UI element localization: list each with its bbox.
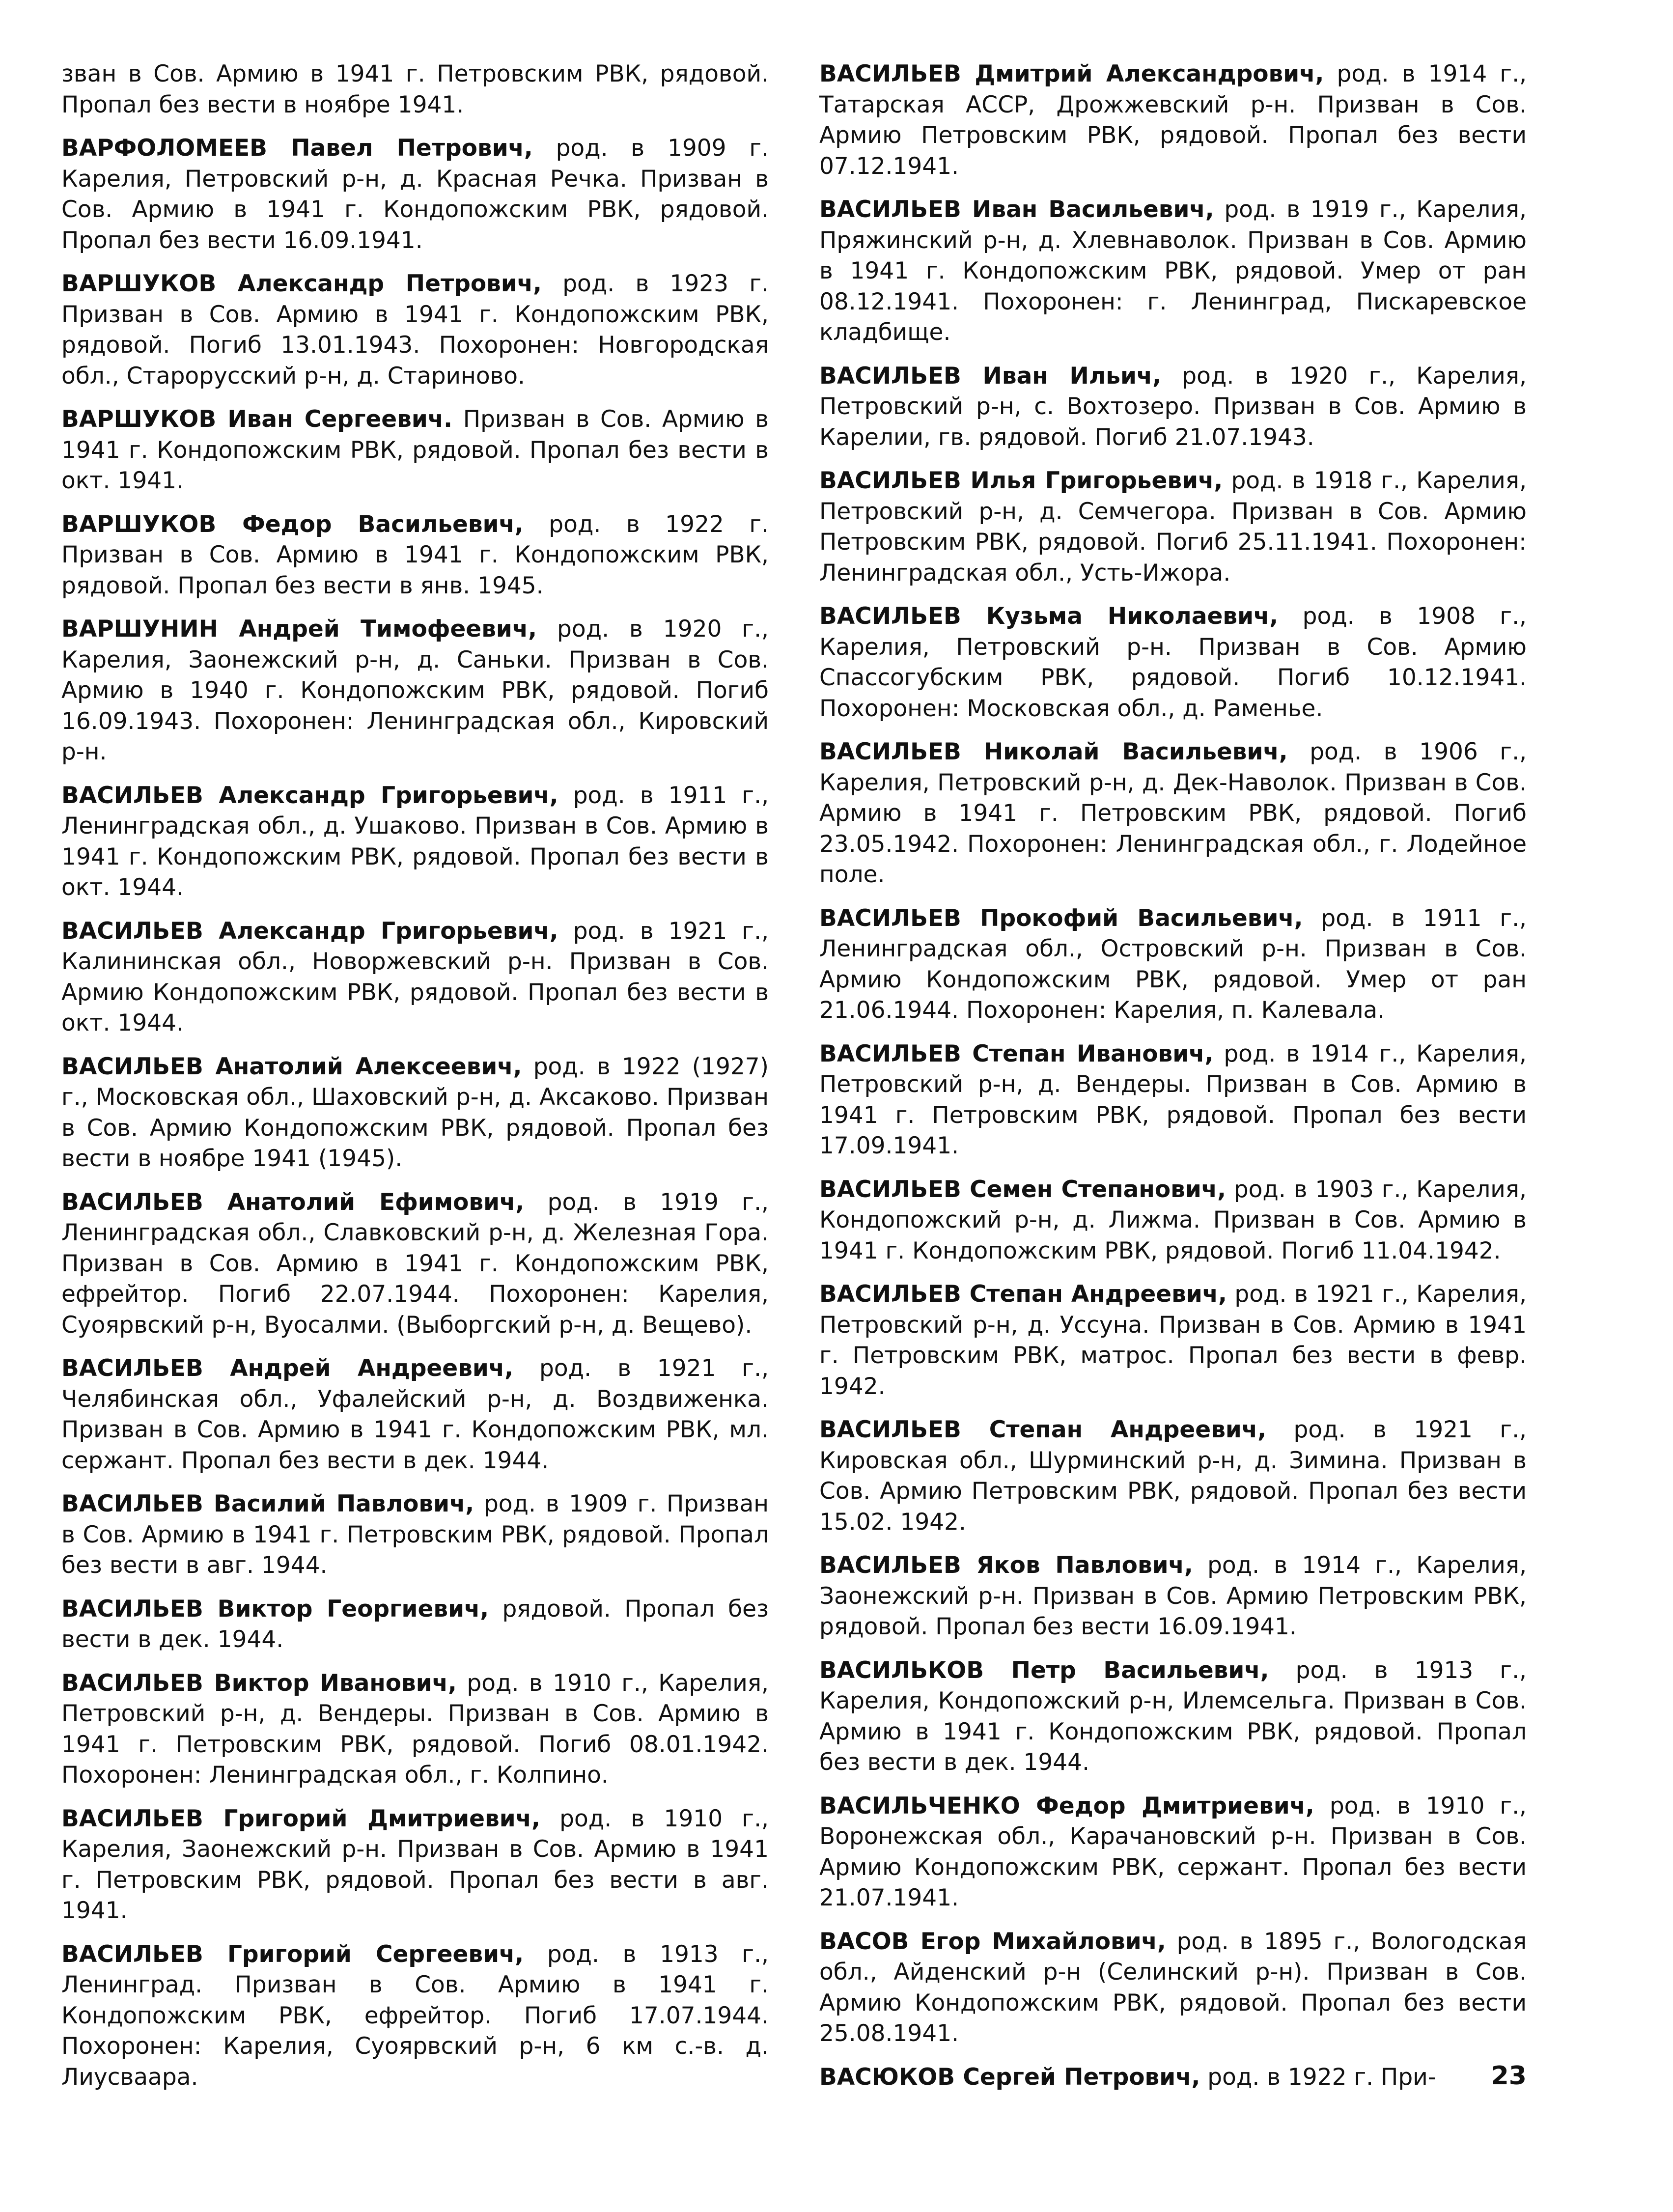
entry-text: род. в 1922 (1927) г., Московская обл., Шаховский р-н, д. Аксаково. Призван в Сов. Армию Кондопожским РВК, рядовой. Пропал без вести в ноябре 1941 (1945).	[61, 1053, 769, 1172]
entry-text: род. в 1922 г. При-	[1200, 2063, 1436, 2091]
right-column	[819, 59, 1527, 2105]
entry-text: род. в 1908 г., Карелия, Петровский р-н. Призван в Сов. Армию Спассогубским РВК, рядовой. Погиб 10.12.1941. Похоронен: Московская обл., д. Раменье.	[819, 603, 1527, 722]
entry-text: род. в 1895 г., Вологодская обл., Айденский р-н (Селинский р-н). Призван в Сов. Армию Кондопожским РВК, рядовой. Пропал без вести 25.08.1941.	[819, 1928, 1527, 2047]
entry-text: род. в 1921 г., Карелия, Петровский р-н, д. Уссуна. Призван в Сов. Армию в 1941 г. Петровским РВК, матрос. Пропал без вести в февр. 1942.	[819, 1281, 1527, 1400]
entry-text: род. в 1914 г., Карелия, Петровский р-н, д. Вендеры. Призван в Сов. Армию в 1941 г. Петровским РВК, рядовой. Пропал без вести 17.09.1941.	[819, 1040, 1527, 1159]
entry-text: род. в 1903 г., Карелия, Кондопожский р-н, д. Лижма. Призван в Сов. Армию в 1941 г. Кондопожским РВК, рядовой. Погиб 11.04.1942.	[819, 1176, 1527, 1264]
entry-text: род. в 1911 г., Ленинградская обл., Островский р-н. Призван в Сов. Армию Кондопожским РВК, рядовой. Умер от ран 21.06.1944. Похоронен: Карелия, п. Калевала.	[819, 904, 1527, 1024]
register-entry	[61, 614, 769, 768]
register-entry	[61, 59, 769, 120]
register-entry	[819, 1927, 1527, 2049]
entry-text: род. в 1909 г. Призван в Сов. Армию в 1941 г. Петровским РВК, рядовой. Пропал без вести в авг. 1944.	[61, 1490, 769, 1579]
person-name: ВАСИЛЬЕВ Степан Иванович,	[819, 1040, 1214, 1067]
person-name: ВАСИЛЬЕВ Степан Андреевич,	[819, 1416, 1266, 1443]
person-name: ВАСИЛЬЕВ Кузьма Николаевич,	[819, 603, 1279, 630]
register-entry	[61, 1939, 769, 2093]
person-name: ВАСИЛЬЕВ Василий Павлович,	[61, 1490, 474, 1517]
entry-text: Призван в Сов. Армию в 1941 г. Кондопожским РВК, рядовой. Пропал без вести в окт. 1941.	[61, 406, 769, 494]
register-entry	[819, 1175, 1527, 1267]
person-name: ВАСОВ Егор Михайлович,	[819, 1928, 1166, 1955]
register-entry	[61, 1353, 769, 1476]
register-entry	[61, 269, 769, 392]
register-entry	[819, 1550, 1527, 1643]
entry-text: род. в 1910 г., Воронежская обл., Карачановский р-н. Призван в Сов. Армию Кондопожским РВК, сержант. Пропал без вести 21.07.1941.	[819, 1792, 1527, 1911]
person-name: ВАСИЛЬЕВ Степан Андреевич,	[819, 1281, 1227, 1308]
entry-text: род. в 1914 г., Карелия, Заонежский р-н. Призван в Сов. Армию Петровским РВК, рядовой. Пропал без вести 16.09.1941.	[819, 1552, 1527, 1640]
entry-text: род. в 1919 г., Карелия, Пряжинский р-н, д. Хлевнаволок. Призван в Сов. Армию в 1941 г. Кондопожским РВК, рядовой. Умер от ран 08.12.1941. Похоронен: г. Ленинград, Пискаревское кладбище.	[819, 196, 1527, 346]
person-name: ВАСИЛЬЕВ Анатолий Алексеевич,	[61, 1053, 522, 1080]
person-name: ВАРШУКОВ Иван Сергеевич.	[61, 406, 452, 433]
person-name: ВАРШУКОВ Федор Васильевич,	[61, 510, 524, 538]
person-name: ВАРШУКОВ Александр Петрович,	[61, 270, 542, 297]
person-name: ВАСИЛЬЕВ Илья Григорьевич,	[819, 467, 1223, 494]
person-name: ВАСИЛЬЕВ Иван Васильевич,	[819, 196, 1214, 223]
register-entry	[819, 466, 1527, 588]
person-name: ВАСЮКОВ Сергей Петрович,	[819, 2063, 1200, 2091]
register-entry	[819, 903, 1527, 1026]
person-name: ВАСИЛЬЕВ Яков Павлович,	[819, 1552, 1193, 1579]
entry-text: род. в 1906 г., Карелия, Петровский р-н, д. Дек-Наволок. Призван в Сов. Армию в 1941 г. Петровским РВК, рядовой. Погиб 23.05.1942. Похоронен: Ленинградская обл., г. Лодейное поле.	[819, 738, 1527, 888]
entry-text: род. в 1920 г., Карелия, Заонежский р-н, д. Саньки. Призван в Сов. Армию в 1940 г. Кондопожским РВК, рядовой. Погиб 16.09.1943. Похоронен: Ленинградская обл., Кировский р-н.	[61, 616, 769, 765]
page-number: 23	[1491, 2061, 1527, 2091]
person-name: ВАСИЛЬКОВ Петр Васильевич,	[819, 1656, 1269, 1684]
person-name: ВАРШУНИН Андрей Тимофеевич,	[61, 616, 537, 643]
register-entry	[61, 1489, 769, 1581]
person-name: ВАСИЛЬЕВ Николай Васильевич,	[819, 738, 1288, 765]
register-entry	[819, 59, 1527, 182]
person-name: ВАСИЛЬЕВ Прокофий Васильевич,	[819, 904, 1303, 932]
register-entry	[819, 601, 1527, 724]
entry-text: род. в 1909 г. Карелия, Петровский р-н, д. Красная Речка. Призван в Сов. Армию в 1941 г. Кондопожским РВК, рядовой. Пропал без вести 16.09.1941.	[61, 135, 769, 254]
person-name: ВАРФОЛОМЕЕВ Павел Петрович,	[61, 135, 533, 162]
entry-text: зван в Сов. Армию в 1941 г. Петровским РВК, рядовой. Пропал без вести в ноябре 1941.	[61, 60, 769, 118]
register-entry	[61, 1804, 769, 1927]
register-entry	[819, 737, 1527, 891]
register-entry	[819, 2062, 1527, 2093]
person-name: ВАСИЛЬЕВ Дмитрий Александрович,	[819, 60, 1324, 87]
register-entry	[819, 1415, 1527, 1538]
person-name: ВАСИЛЬЕВ Виктор Иванович,	[61, 1669, 457, 1697]
entry-text: род. в 1919 г., Ленинградская обл., Славковский р-н, д. Железная Гора. Призван в Сов. Армию в 1941 г. Кондопожским РВК, ефрейтор. Погиб 22.07.1944. Похоронен: Карелия, Суоярвский р-н, Вуосалми. (Выборгский р-н, д. Вещево).	[61, 1188, 769, 1339]
entry-text: род. в 1920 г., Карелия, Петровский р-н, с. Вохтозеро. Призван в Сов. Армию в Карелии, гв. рядовой. Погиб 21.07.1943.	[819, 362, 1527, 451]
entry-text: род. в 1910 г., Карелия, Петровский р-н, д. Вендеры. Призван в Сов. Армию в 1941 г. Петровским РВК, рядовой. Погиб 08.01.1942. Похоронен: Ленинградская обл., г. Колпино.	[61, 1669, 769, 1789]
entry-text: род. в 1918 г., Карелия, Петровский р-н, д. Семчегора. Призван в Сов. Армию Петровским РВК, рядовой. Погиб 25.11.1941. Похоронен: Ленинградская обл., Усть-Ижора.	[819, 467, 1527, 587]
register-entry	[61, 916, 769, 1039]
entry-text: род. в 1921 г., Кировская обл., Шурминский р-н, д. Зимина. Призван в Сов. Армию Петровским РВК, рядовой. Пропал без вести 15.02. 1942.	[819, 1416, 1527, 1536]
register-entry	[61, 781, 769, 903]
entry-text: рядовой. Пропал без вести в дек. 1944.	[61, 1595, 769, 1653]
person-name: ВАСИЛЬЕВ Александр Григорьевич,	[61, 917, 558, 945]
entry-text: род. в 1913 г., Карелия, Кондопожский р-н, Илемсельга. Призван в Сов. Армию в 1941 г. Кондопожским РВК, рядовой. Пропал без вести в дек. 1944.	[819, 1656, 1527, 1776]
person-name: ВАСИЛЬЕВ Иван Ильич,	[819, 362, 1162, 390]
register-entry	[819, 1791, 1527, 1914]
register-entry	[61, 1187, 769, 1341]
person-name: ВАСИЛЬЕВ Андрей Андреевич,	[61, 1355, 513, 1382]
register-entry	[819, 1279, 1527, 1402]
entry-text: род. в 1921 г., Калининская обл., Новоржевский р-н. Призван в Сов. Армию Кондопожским РВК, рядовой. Пропал без вести в окт. 1944.	[61, 917, 769, 1036]
register-entry	[819, 195, 1527, 348]
person-name: ВАСИЛЬЧЕНКО Федор Дмитриевич,	[819, 1792, 1314, 1820]
person-name: ВАСИЛЬЕВ Виктор Георгиевич,	[61, 1595, 489, 1623]
register-entry	[61, 1668, 769, 1791]
entry-text: род. в 1911 г., Ленинградская обл., д. Ушаково. Призван в Сов. Армию в 1941 г. Кондопожским РВК, рядовой. Пропал без вести в окт. 1944.	[61, 782, 769, 901]
register-entry	[61, 404, 769, 497]
person-name: ВАСИЛЬЕВ Григорий Сергеевич,	[61, 1940, 524, 1968]
entry-text: род. в 1921 г., Челябинская обл., Уфалейский р-н, д. Воздвиженка. Призван в Сов. Армию в 1941 г. Кондопожским РВК, мл. сержант. Пропал без вести в дек. 1944.	[61, 1355, 769, 1474]
entry-text: род. в 1910 г., Карелия, Заонежский р-н. Призван в Сов. Армию в 1941 г. Петровским РВК, рядовой. Пропал без вести в авг. 1941.	[61, 1805, 769, 1924]
entry-text: род. в 1913 г., Ленинград. Призван в Сов. Армию в 1941 г. Кондопожским РВК, ефрейтор. Погиб 17.07.1944. Похоронен: Карелия, Суоярвский р-н, 6 км с.-в. д. Лиусваара.	[61, 1940, 769, 2091]
register-entry	[61, 133, 769, 256]
register-entry	[61, 1594, 769, 1655]
entry-text: род. в 1923 г. Призван в Сов. Армию в 1941 г. Кондопожским РВК, рядовой. Погиб 13.01.1943. Похоронен: Новгородская обл., Старорусский р-н, д. Стариново.	[61, 270, 769, 390]
register-entry	[819, 1655, 1527, 1778]
entry-text: род. в 1922 г. Призван в Сов. Армию в 1941 г. Кондопожским РВК, рядовой. Пропал без вести в янв. 1945.	[61, 510, 769, 599]
register-entry	[61, 1052, 769, 1175]
entry-text: род. в 1914 г., Татарская АССР, Дрожжевский р-н. Призван в Сов. Армию Петровским РВК, рядовой. Пропал без вести 07.12.1941.	[819, 60, 1527, 180]
left-column	[61, 59, 769, 2105]
register-entry	[819, 1039, 1527, 1162]
person-name: ВАСИЛЬЕВ Григорий Дмитриевич,	[61, 1805, 540, 1832]
register-entry	[61, 509, 769, 602]
person-name: ВАСИЛЬЕВ Анатолий Ефимович,	[61, 1188, 525, 1216]
person-name: ВАСИЛЬЕВ Семен Степанович,	[819, 1176, 1226, 1203]
register-entry	[819, 361, 1527, 453]
person-name: ВАСИЛЬЕВ Александр Григорьевич,	[61, 782, 558, 809]
